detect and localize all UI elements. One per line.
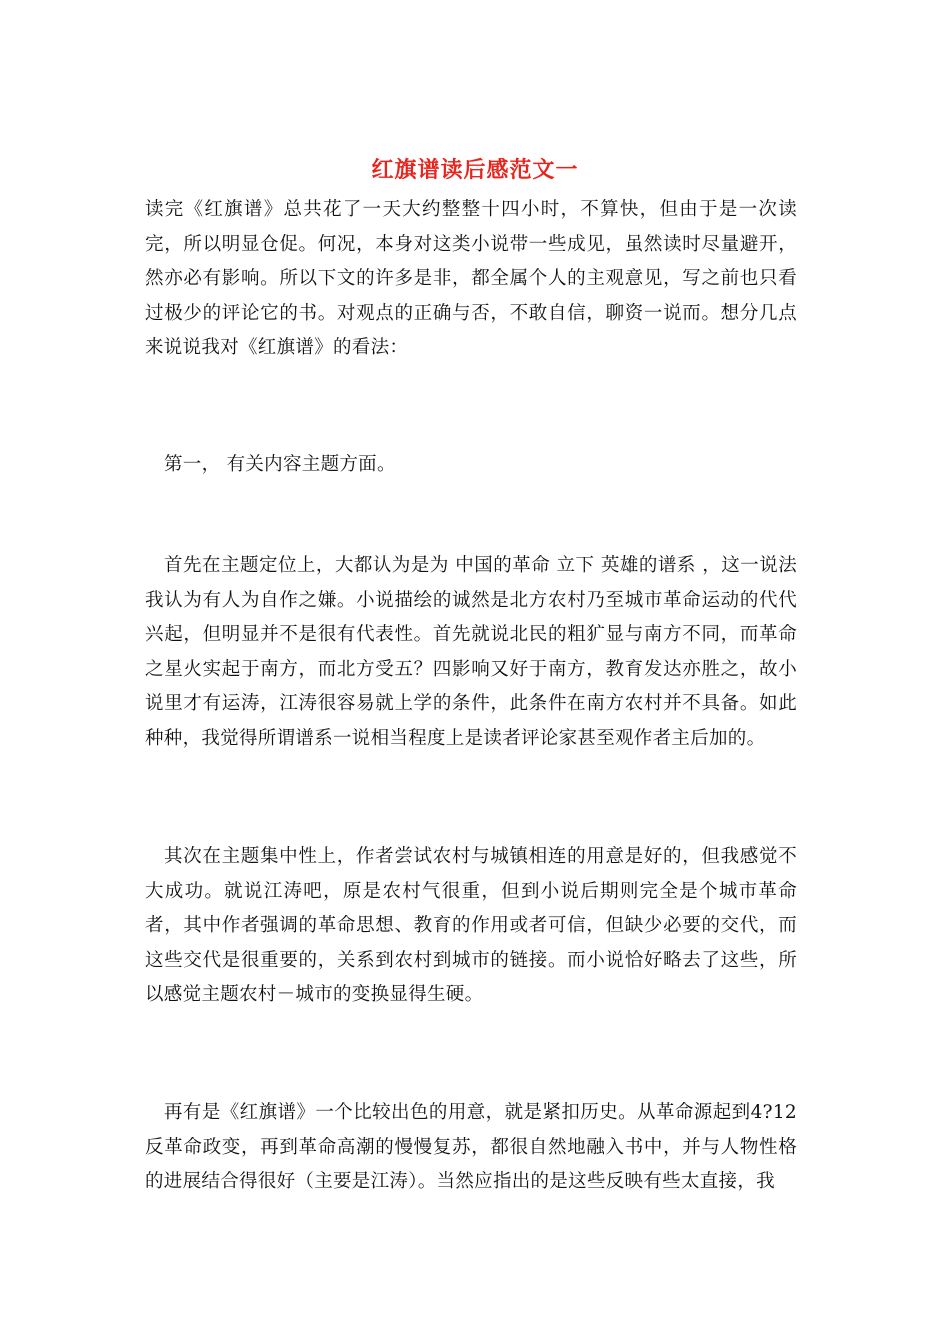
paragraph-theme-positioning: 首先在主题定位上，大都认为是为 中国的革命 立下 英雄的谱系 ，这一说法我认为有人为自作之嫌。小说描绘的诚然是北方农村乃至城市革命运动的代代兴起，但明显并不是很有代表性。首先就说北民的粗犷显与南方不同，而革命之星火实起于南方，而北方受五？四影响又好于南方，教育发达亦胜之，故小说里才有运涛，江涛很容易就上学的条件，此条件在南方农村并不具备。如此种种，我觉得所谓谱系一说相当程度上是读者评论家甚至观作者主后加的。 <box>145 555 797 749</box>
paragraph-section-heading: 第一， 有关内容主题方面。 <box>164 454 396 475</box>
paragraph-history: 再有是《红旗谱》一个比较出色的用意，就是紧扣历史。从革命源起到4?12反革命政变，再到革命高潮的慢慢复苏，都很自然地融入书中，并与人物性格的进展结合得很好（主要是江涛）。当然应指出的是这些反映有些太直接，我 <box>145 1102 797 1192</box>
document-title: 红旗谱读后感范文一 <box>371 157 579 183</box>
paragraph-intro: 读完《红旗谱》总共花了一天大约整整十四小时，不算快，但由于是一次读完，所以明显仓促。何况，本身对这类小说带一些成见，虽然读时尽量避开，然亦必有影响。所以下文的许多是非，都全属个人的主观意见，写之前也只看过极少的评论它的书。对观点的正确与否，不敢自信，聊资一说而。想分几点来说说我对《红旗谱》的看法： <box>145 199 797 358</box>
paragraph-theme-focus: 其次在主题集中性上，作者尝试农村与城镇相连的用意是好的，但我感觉不大成功。就说江涛吧，原是农村气很重，但到小说后期则完全是个城市革命者，其中作者强调的革命思想、教育的作用或者可信，但缺少必要的交代，而这些交代是很重要的，关系到农村到城市的链接。而小说恰好略去了这些，所以感觉主题农村－城市的变换显得生硬。 <box>145 846 797 1005</box>
